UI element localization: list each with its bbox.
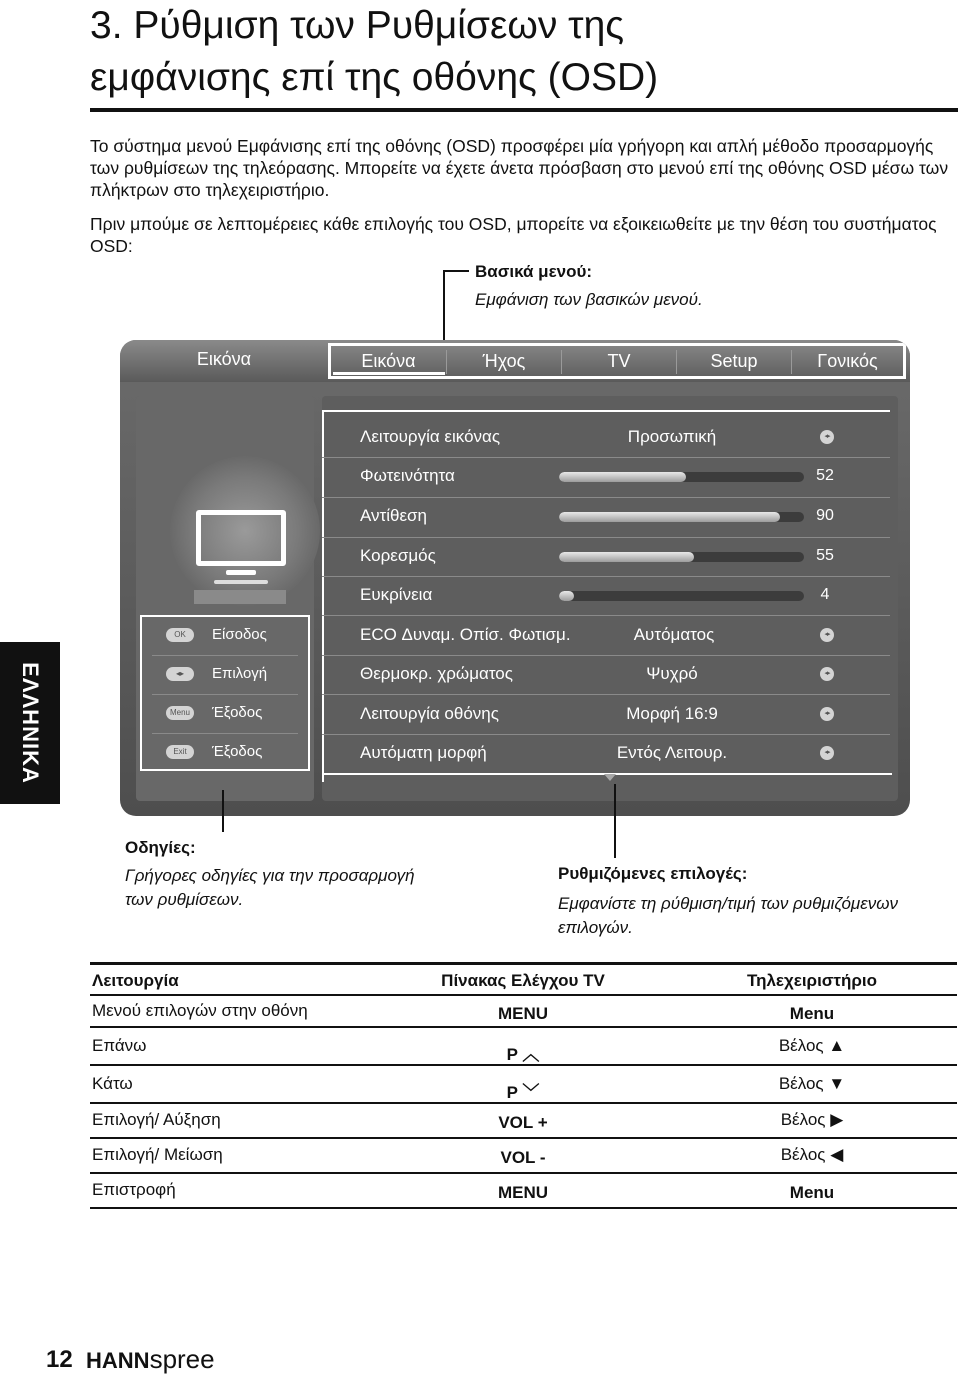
cell-tv-panel: P ︿ (506, 1045, 540, 1064)
cell-tv-panel: P ﹀ (506, 1083, 540, 1102)
ok-key-icon: OK (166, 628, 194, 642)
callout-line-main-v (443, 270, 445, 346)
cell-remote: Βέλος ◀ (780, 1145, 844, 1164)
item-label: Φωτεινότητα (360, 466, 455, 485)
main-menu-callout-label: Βασικά μενού: (475, 262, 593, 281)
left-right-arrow-icon: ◂▸ (820, 707, 834, 721)
cell-function: Μενού επιλογών στην οθόνη (92, 1001, 308, 1020)
brand-logo (86, 1344, 215, 1375)
cell-function: Κάτω (92, 1074, 133, 1093)
osd-item-brightness[interactable] (322, 457, 890, 496)
item-label: ECO Δυναμ. Οπίσ. Φωτισμ. (360, 625, 571, 644)
osd-item-color-temp[interactable] (322, 655, 890, 694)
callout-line-main-h (443, 270, 469, 272)
page-title (90, 0, 658, 104)
guide-row (142, 734, 308, 772)
callout-line-guide (222, 790, 224, 832)
adjust-callout-desc-1: Εμφανίστε τη ρύθμιση/τιμή των ρυθμιζόμενων (558, 894, 898, 913)
tv-icon-stand (226, 570, 256, 575)
title-line-2: εμφάνισης επί της οθόνης (OSD) (90, 56, 659, 99)
tab-setup[interactable]: Setup (710, 351, 758, 371)
item-value: 52 (816, 467, 834, 484)
osd-guide-box (140, 615, 310, 771)
title-line-1: 3. Ρύθμιση των Ρυθμίσεων της (90, 4, 625, 47)
tab-sound[interactable]: Ήχος (482, 351, 526, 371)
guide-label: Είσοδος (212, 626, 267, 643)
table-row (90, 1104, 957, 1139)
adjust-callout-label: Ρυθμιζόμενες επιλογές: (558, 864, 748, 883)
language-label: ΕΛΛΗΝΙΚΑ (18, 662, 43, 784)
cell-tv-panel: MENU (497, 1004, 549, 1023)
cell-tv-panel: MENU (497, 1183, 549, 1202)
item-label: Κορεσμός (360, 546, 436, 565)
slider-fill (559, 591, 574, 601)
guide-callout-desc-2: των ρυθμίσεων. (125, 890, 244, 909)
osd-item-contrast[interactable] (322, 497, 890, 536)
item-value: Προσωπική (627, 427, 717, 446)
brightness-slider[interactable] (559, 472, 804, 482)
guide-label: Επιλογή (212, 665, 268, 682)
item-label: Λειτουργία οθόνης (360, 704, 499, 723)
osd-item-saturation[interactable] (322, 537, 890, 576)
item-label: Λειτουργία εικόνας (360, 427, 501, 446)
item-value: Αυτόματος (633, 625, 715, 644)
tv-icon (196, 510, 286, 566)
exit-key-icon: Exit (166, 745, 194, 759)
item-label: Ευκρίνεια (360, 585, 433, 604)
scroll-down-icon (604, 774, 616, 781)
callout-line-adjust (614, 784, 616, 858)
menu-key-icon: Menu (166, 706, 194, 720)
item-value: Ψυχρό (646, 664, 698, 683)
cell-function: Επάνω (92, 1036, 147, 1055)
item-value: Εντός Λειτουρ. (616, 743, 728, 762)
intro-paragraph-1: Το σύστημα μενού Εμφάνισης επί της οθόνης (OSD) προσφέρει μία γρήγορη και απλή μέθοδο προσαρμογής των ρυθμίσεων της τηλεόρασης. Μπορείτε να έχετε άνετα πρόσβαση στο μενού επί της οθόνης OSD μέσω των πλήκτρων στο τηλεχειριστήριο. (90, 136, 949, 200)
guide-row (142, 617, 308, 655)
table-header (90, 962, 957, 996)
osd-item-auto-format[interactable] (322, 734, 890, 773)
contrast-slider[interactable] (559, 512, 804, 522)
osd-item-picture-mode[interactable] (322, 418, 890, 457)
cell-remote: Βέλος ▶ (780, 1110, 844, 1129)
cell-tv-panel: VOL + (498, 1113, 548, 1132)
sharpness-slider[interactable] (559, 591, 804, 601)
cell-function: Επιστροφή (92, 1180, 176, 1199)
left-right-arrow-icon: ◂▸ (820, 667, 834, 681)
page-number: 12 (46, 1346, 73, 1373)
cell-remote: Βέλος ▲ (778, 1036, 846, 1055)
arrow-key-icon: ◂▸ (166, 667, 194, 681)
osd-item-eco-backlight[interactable] (322, 616, 890, 655)
items-frame-top (322, 410, 890, 412)
cell-tv-panel: VOL - (500, 1148, 546, 1167)
cell-remote: Βέλος ▼ (778, 1074, 846, 1093)
guide-label: Έξοδος (212, 743, 263, 760)
guide-callout-label: Οδηγίες: (125, 838, 196, 857)
osd-item-screen-mode[interactable] (322, 695, 890, 734)
item-value: 90 (816, 507, 834, 524)
slider-fill (559, 472, 686, 482)
guide-label: Έξοδος (212, 704, 263, 721)
cell-function: Επιλογή/ Αύξηση (92, 1110, 221, 1129)
left-right-arrow-icon: ◂▸ (820, 628, 834, 642)
header-function: Λειτουργία (92, 971, 179, 990)
item-label: Αντίθεση (360, 506, 428, 525)
tv-icon-stand-2 (214, 580, 268, 584)
guide-callout-desc-1: Γρήγορες οδηγίες για την προσαρμογή (125, 866, 415, 885)
language-side-tab (0, 642, 60, 804)
cell-remote: Menu (789, 1183, 835, 1202)
cell-remote: Menu (789, 1004, 835, 1023)
tab-picture-underline (333, 372, 445, 375)
osd-tabs (328, 343, 906, 379)
item-value: 55 (816, 547, 834, 564)
left-right-arrow-icon: ◂▸ (820, 746, 834, 760)
tab-parental[interactable]: Γονικός (817, 351, 878, 371)
header-remote: Τηλεχειριστήριο (746, 971, 878, 990)
slider-fill (559, 512, 780, 522)
adjust-callout-desc-2: επιλογών. (558, 918, 633, 937)
guide-row (142, 695, 308, 733)
main-menu-callout-desc: Εμφάνιση των βασικών μενού. (475, 290, 703, 309)
table-row (90, 1066, 957, 1104)
brand-light: spree (149, 1344, 215, 1374)
header-tv-panel: Πίνακας Ελέγχου TV (441, 971, 605, 990)
item-label: Αυτόματη μορφή (360, 743, 487, 762)
cell-function: Επιλογή/ Μείωση (92, 1145, 223, 1164)
osd-screen (120, 340, 910, 816)
table-row (90, 1139, 957, 1174)
intro-paragraph-2: Πριν μπούμε σε λεπτομέρειες κάθε επιλογής του OSD, μπορείτε να εξοικειωθείτε με την θέση του συστήματος OSD: (90, 214, 937, 256)
guide-row (142, 656, 308, 694)
tv-icon-base (194, 590, 286, 604)
item-value: 4 (820, 586, 830, 603)
osd-current-menu: Εικόνα (196, 349, 252, 369)
table-row (90, 1174, 957, 1209)
title-rule (90, 108, 958, 112)
item-label: Θερμοκρ. χρώματος (360, 664, 513, 683)
osd-item-sharpness[interactable] (322, 576, 890, 615)
brand-bold: HANN (86, 1348, 150, 1373)
item-value: Μορφή 16:9 (626, 704, 718, 723)
slider-fill (559, 552, 694, 562)
left-right-arrow-icon: ◂▸ (820, 430, 834, 444)
tab-tv[interactable]: TV (607, 351, 631, 371)
tab-picture[interactable]: Εικόνα (361, 351, 416, 371)
table-row (90, 1028, 957, 1066)
saturation-slider[interactable] (559, 552, 804, 562)
table-row (90, 996, 957, 1028)
